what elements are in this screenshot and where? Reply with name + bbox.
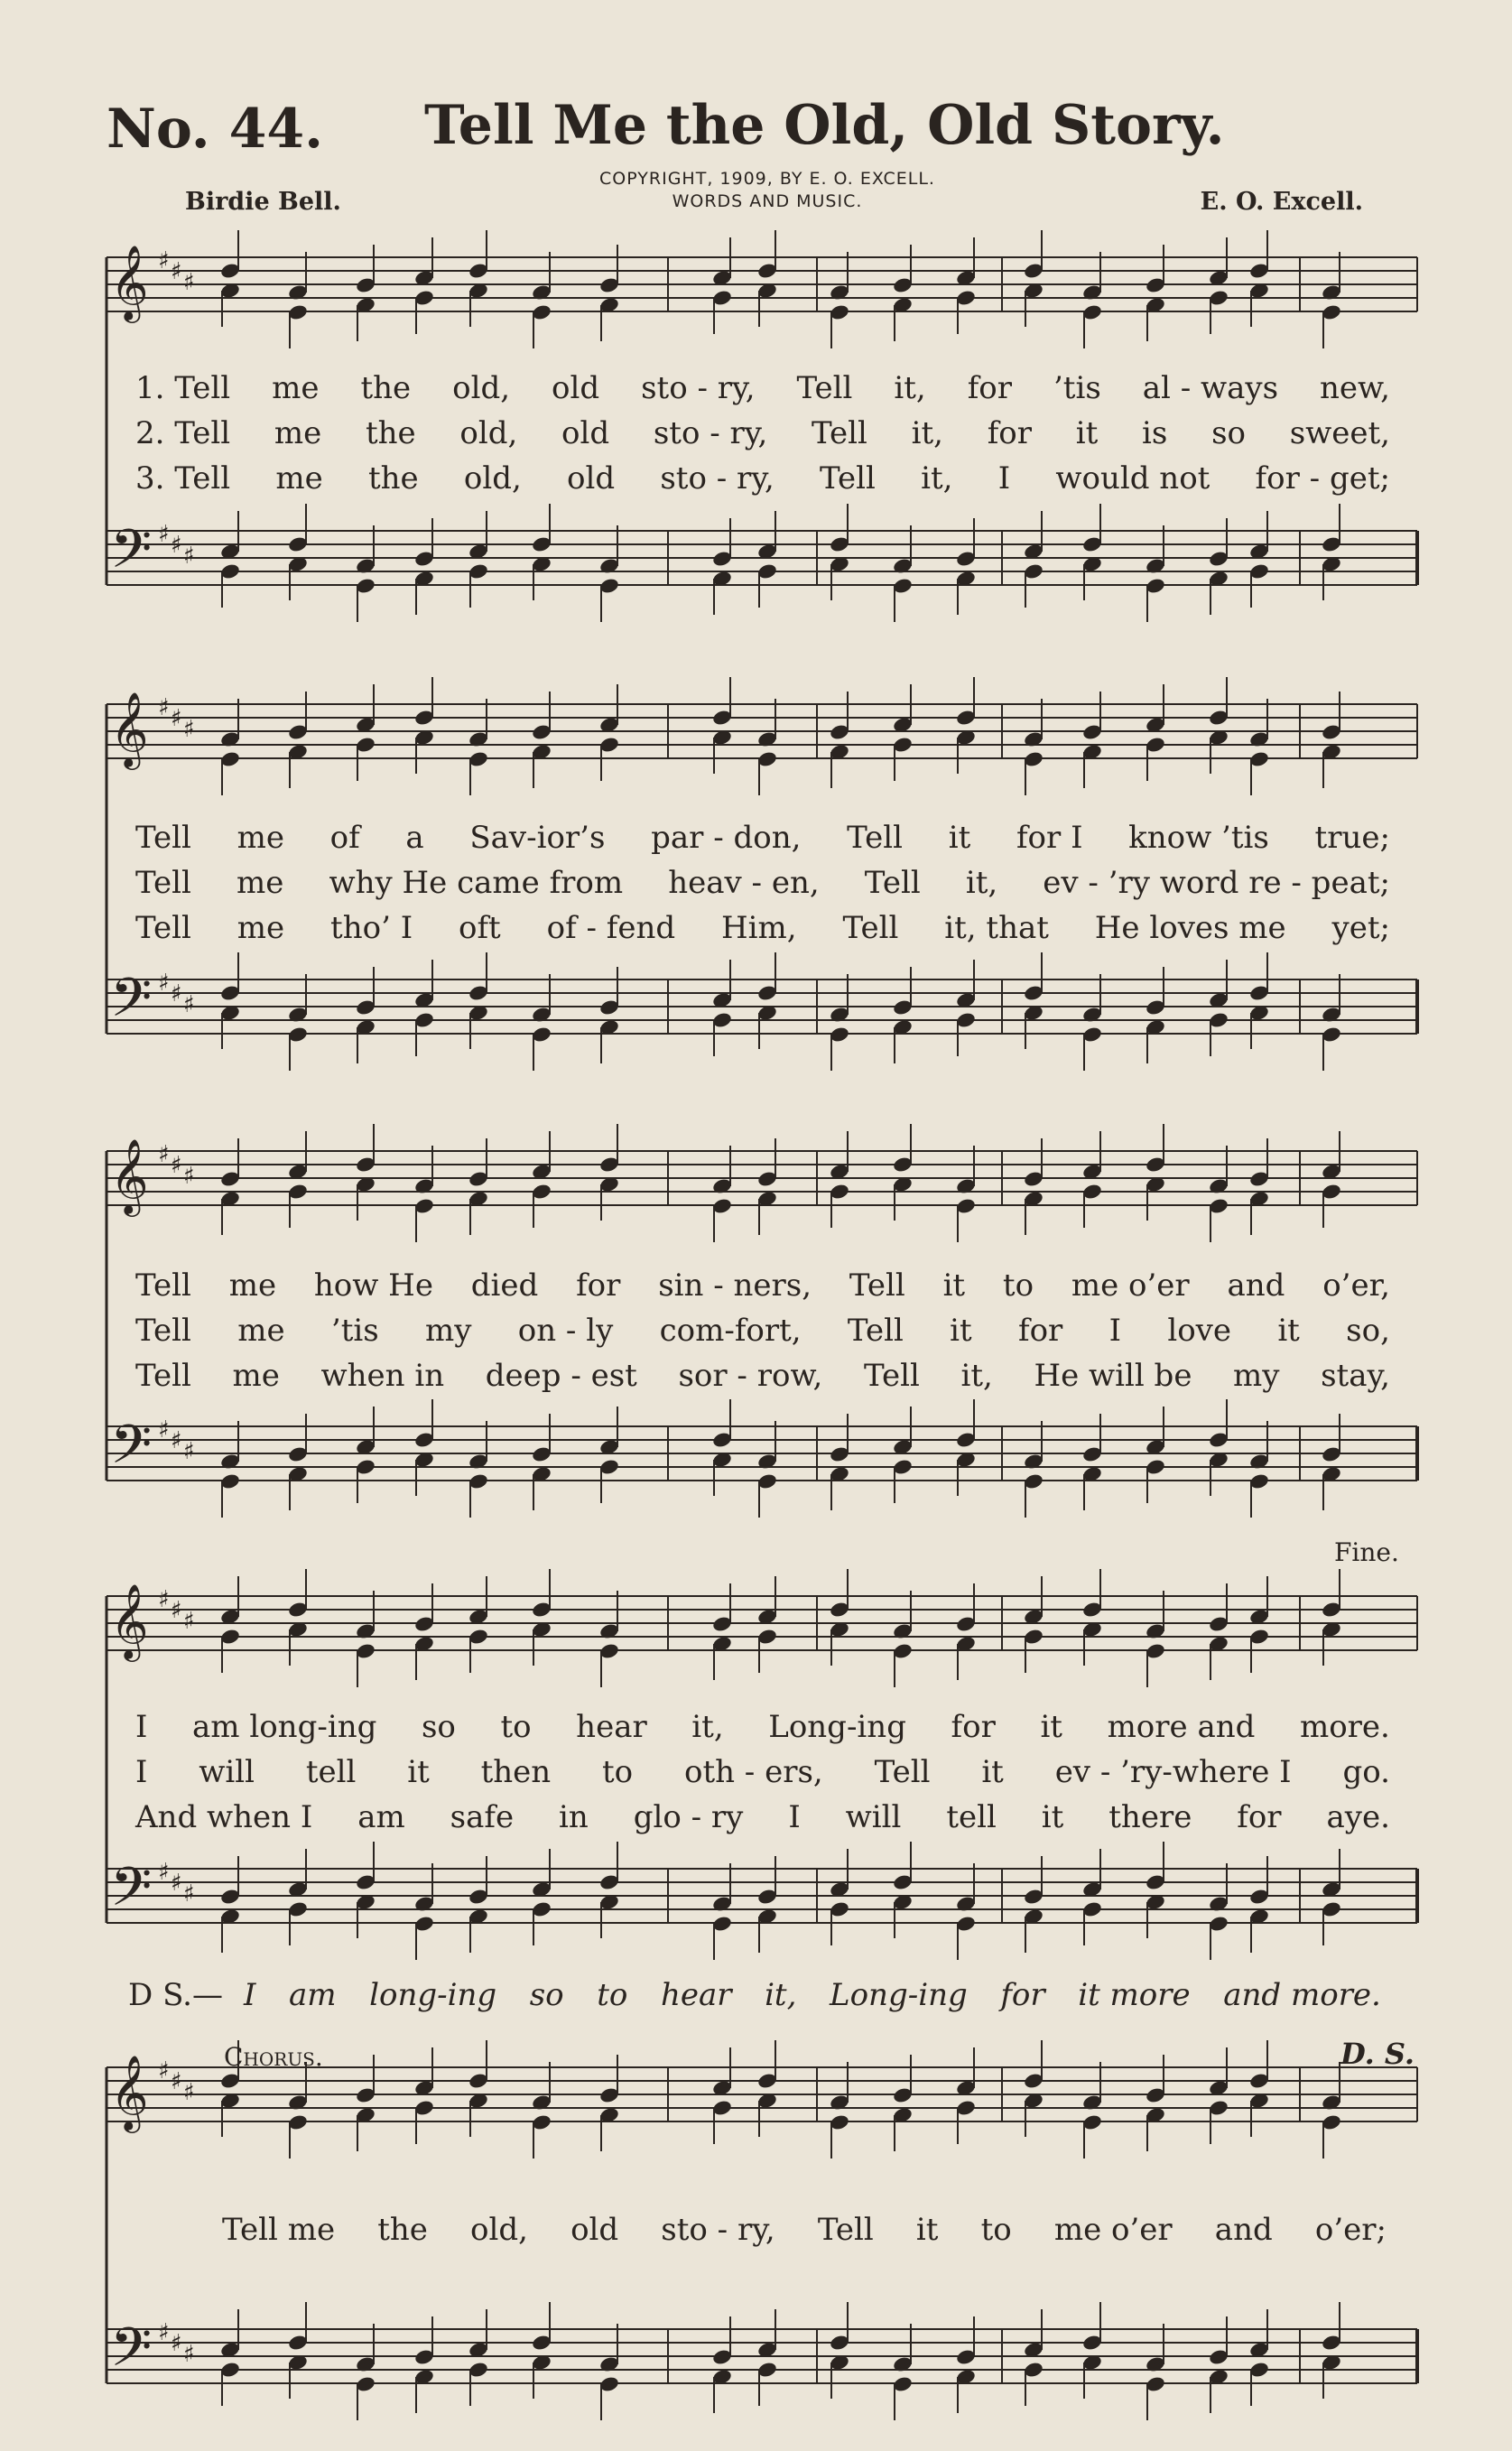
lyric-word: for - get; bbox=[1255, 460, 1390, 497]
lyric-word: to bbox=[980, 2212, 1012, 2248]
lyric-word: am long-ing bbox=[192, 1709, 377, 1745]
lyric-word: stay, bbox=[1321, 1358, 1390, 1394]
lyric-word: old, bbox=[452, 370, 511, 406]
lyric-word: and bbox=[1214, 2212, 1273, 2248]
lyric-word: and more. bbox=[1223, 1977, 1381, 2013]
lyric-word: Long-ing bbox=[768, 1709, 906, 1745]
sharp-icon: ♯ bbox=[158, 1416, 170, 1444]
lyric-word: Tell me bbox=[222, 2212, 336, 2248]
lyric-word: it bbox=[1041, 1799, 1064, 1835]
lyric-word: it more bbox=[1078, 1977, 1191, 2013]
lyric-word: in bbox=[559, 1799, 589, 1835]
lyric-word: a bbox=[405, 820, 424, 856]
lyric-word: I bbox=[244, 1977, 256, 2013]
lyric-word: it, bbox=[894, 370, 926, 406]
sharp-icon: ♯ bbox=[158, 694, 170, 721]
lyric-line bbox=[135, 820, 1390, 856]
bass-clef-icon: 𝄢 bbox=[110, 1413, 153, 1489]
lyric-word: Tell bbox=[135, 1313, 191, 1349]
bass-clef-icon: 𝄢 bbox=[110, 966, 153, 1042]
lyric-line bbox=[135, 1313, 1390, 1349]
lyric-word: the bbox=[377, 2212, 428, 2248]
lyric-line bbox=[135, 1754, 1390, 1790]
copyright-notice: COPYRIGHT, 1909, BY E. O. EXCELL. bbox=[599, 169, 935, 189]
lyric-word: go. bbox=[1342, 1754, 1390, 1790]
lyric-word: for bbox=[576, 1267, 621, 1304]
lyric-word: it bbox=[948, 820, 971, 856]
lyric-line bbox=[135, 865, 1390, 901]
lyric-word: o’er, bbox=[1322, 1267, 1390, 1304]
lyric-word: ’tis bbox=[330, 1313, 379, 1349]
lyric-word: it bbox=[1040, 1709, 1062, 1745]
lyric-word: safe bbox=[450, 1799, 515, 1835]
sharp-icon: ♯ bbox=[158, 970, 170, 997]
lyric-word: Tell bbox=[135, 820, 191, 856]
hymn-number: No. 44. bbox=[107, 97, 323, 161]
lyric-word: I bbox=[135, 1754, 148, 1790]
lyric-word: the bbox=[360, 370, 412, 406]
composer-credit: E. O. Excell. bbox=[1200, 188, 1363, 216]
lyric-word: would not bbox=[1055, 460, 1211, 497]
lyric-word: to bbox=[602, 1754, 634, 1790]
lyric-word: Sav-ior’s bbox=[469, 820, 606, 856]
lyric-word: why He came from bbox=[329, 865, 624, 901]
bass-clef-icon: 𝄢 bbox=[110, 1855, 153, 1931]
lyric-word: to bbox=[597, 1977, 628, 2013]
lyric-word: aye. bbox=[1326, 1799, 1390, 1835]
lyric-word: will bbox=[199, 1754, 255, 1790]
lyric-word: He loves me bbox=[1094, 910, 1286, 946]
lyric-word: is bbox=[1142, 415, 1168, 451]
lyric-word: I bbox=[997, 460, 1011, 497]
lyric-word: Long-ing bbox=[830, 1977, 968, 2013]
lyric-line bbox=[135, 1799, 1390, 1835]
lyric-word: it bbox=[942, 1267, 966, 1304]
ds-prefix: D S.— bbox=[128, 1977, 223, 2013]
lyric-word: me o’er bbox=[1053, 2212, 1173, 2248]
sharp-icon: ♯ bbox=[183, 1608, 195, 1635]
treble-clef-icon: 𝄞 bbox=[110, 244, 149, 320]
lyric-word: par - don, bbox=[651, 820, 802, 856]
lyric-word: hear bbox=[660, 1977, 732, 2013]
lyric-word: it bbox=[950, 1313, 972, 1349]
lyric-word: it bbox=[407, 1754, 430, 1790]
lyric-word: for bbox=[1000, 1977, 1045, 2013]
lyric-word: of - fend bbox=[546, 910, 676, 946]
lyric-word: know ’tis bbox=[1128, 820, 1269, 856]
lyric-line bbox=[135, 1267, 1390, 1304]
lyric-word: Tell bbox=[874, 1754, 931, 1790]
lyric-word: it bbox=[1277, 1313, 1300, 1349]
lyric-word: me bbox=[237, 865, 284, 901]
lyric-word: Tell bbox=[847, 820, 904, 856]
lyric-word: love bbox=[1167, 1313, 1232, 1349]
treble-clef-icon: 𝄞 bbox=[110, 2054, 149, 2130]
lyric-word: so, bbox=[1346, 1313, 1390, 1349]
sharp-icon: ♯ bbox=[183, 716, 195, 743]
lyric-word: al - ways bbox=[1142, 370, 1279, 406]
lyric-word: Tell bbox=[135, 910, 191, 946]
lyric-line-ds bbox=[244, 1977, 1381, 2013]
lyric-word: old, bbox=[459, 415, 518, 451]
lyric-word: He will be bbox=[1034, 1358, 1192, 1394]
lyric-word: for bbox=[1017, 1313, 1063, 1349]
sharp-icon: ♯ bbox=[171, 2068, 182, 2095]
lyric-word: it, bbox=[765, 1977, 797, 2013]
sharp-icon: ♯ bbox=[158, 247, 170, 274]
lyric-word: for bbox=[1237, 1799, 1282, 1835]
lyric-word: I bbox=[1108, 1313, 1122, 1349]
lyric-word: oth - ers, bbox=[683, 1754, 823, 1790]
lyric-word: me bbox=[237, 910, 285, 946]
lyric-line bbox=[135, 910, 1390, 946]
lyric-word: it bbox=[1075, 415, 1099, 451]
lyric-word: and bbox=[1227, 1267, 1285, 1304]
lyric-word: so bbox=[1211, 415, 1246, 451]
sharp-icon: ♯ bbox=[171, 258, 182, 285]
lyric-word: Tell bbox=[820, 460, 876, 497]
lyric-word: me bbox=[272, 370, 320, 406]
sharp-icon: ♯ bbox=[158, 521, 170, 548]
lyric-word: me o’er bbox=[1071, 1267, 1190, 1304]
lyric-word: Tell bbox=[135, 1267, 191, 1304]
lyric-word: heav - en, bbox=[668, 865, 820, 901]
lyric-word: old, bbox=[470, 2212, 528, 2248]
bass-clef-icon: 𝄢 bbox=[110, 2316, 153, 2391]
lyric-word: me bbox=[274, 415, 322, 451]
lyric-word: yet; bbox=[1331, 910, 1390, 946]
lyric-word: ev - ’ry word re - peat; bbox=[1043, 865, 1390, 901]
lyric-word: sto - ry, bbox=[653, 415, 768, 451]
lyric-word: sor - row, bbox=[678, 1358, 823, 1394]
lyric-word: new, bbox=[1320, 370, 1390, 406]
sharp-icon: ♯ bbox=[183, 269, 195, 296]
lyric-word: sto - ry, bbox=[641, 370, 756, 406]
sharp-icon: ♯ bbox=[158, 1859, 170, 1886]
sharp-icon: ♯ bbox=[183, 991, 195, 1018]
lyric-word: old bbox=[561, 415, 610, 451]
sharp-icon: ♯ bbox=[183, 2079, 195, 2106]
sharp-icon: ♯ bbox=[158, 2057, 170, 2084]
lyric-word: it, that bbox=[944, 910, 1049, 946]
lyric-line bbox=[135, 460, 1390, 497]
lyric-word: the bbox=[367, 460, 419, 497]
sharp-icon: ♯ bbox=[183, 1438, 195, 1465]
lyric-word: of bbox=[329, 820, 360, 856]
lyric-line bbox=[135, 1709, 1390, 1745]
lyricist-credit: Birdie Bell. bbox=[185, 188, 341, 216]
lyric-word: will bbox=[845, 1799, 902, 1835]
lyric-word: tho’ I bbox=[330, 910, 413, 946]
lyric-word: 1. Tell bbox=[135, 370, 231, 406]
lyric-word: died bbox=[470, 1267, 539, 1304]
lyric-word: it bbox=[981, 1754, 1004, 1790]
lyric-word: it bbox=[915, 2212, 939, 2248]
sharp-icon: ♯ bbox=[171, 1870, 182, 1897]
sharp-icon: ♯ bbox=[183, 1163, 195, 1190]
lyric-word: Tell bbox=[796, 370, 853, 406]
lyric-word: deep - est bbox=[485, 1358, 637, 1394]
lyric-word: ev - ’ry-where I bbox=[1054, 1754, 1292, 1790]
lyric-word: it, bbox=[921, 460, 953, 497]
lyric-word: sin - ners, bbox=[658, 1267, 812, 1304]
lyric-word: it, bbox=[691, 1709, 724, 1745]
lyric-word: tell bbox=[946, 1799, 997, 1835]
lyric-word: sweet, bbox=[1289, 415, 1390, 451]
lyric-line-chorus bbox=[222, 2212, 1387, 2248]
lyric-word: it, bbox=[965, 865, 998, 901]
lyric-word: then bbox=[480, 1754, 552, 1790]
lyric-word: Him, bbox=[721, 910, 797, 946]
lyric-line bbox=[135, 1358, 1390, 1394]
lyric-word: how He bbox=[313, 1267, 433, 1304]
lyric-word: Tell bbox=[864, 865, 921, 901]
lyric-word: the bbox=[365, 415, 416, 451]
lyric-word: so bbox=[529, 1977, 564, 2013]
sharp-icon: ♯ bbox=[158, 1586, 170, 1613]
lyric-word: Tell bbox=[135, 865, 191, 901]
lyric-word: old bbox=[570, 2212, 619, 2248]
lyric-word: I bbox=[788, 1799, 801, 1835]
lyric-word: glo - ry bbox=[633, 1799, 744, 1835]
sharp-icon: ♯ bbox=[171, 1427, 182, 1454]
sharp-icon: ♯ bbox=[183, 2341, 195, 2368]
lyric-line bbox=[135, 370, 1390, 406]
treble-clef-icon: 𝄞 bbox=[110, 1137, 149, 1213]
lyric-word: Tell bbox=[135, 1358, 191, 1394]
lyric-word: oft bbox=[459, 910, 501, 946]
lyric-word: for bbox=[987, 415, 1033, 451]
lyric-word: old bbox=[567, 460, 616, 497]
lyric-word: so bbox=[421, 1709, 456, 1745]
sharp-icon: ♯ bbox=[158, 1141, 170, 1168]
lyric-word: hear bbox=[576, 1709, 647, 1745]
lyric-line bbox=[135, 415, 1390, 451]
lyric-word: for I bbox=[1016, 820, 1083, 856]
lyric-word: me bbox=[232, 1358, 280, 1394]
bass-clef-icon: 𝄢 bbox=[110, 517, 153, 593]
lyric-word: Tell bbox=[849, 1267, 905, 1304]
sharp-icon: ♯ bbox=[183, 1880, 195, 1908]
lyric-word: when in bbox=[320, 1358, 445, 1394]
lyric-word: long-ing bbox=[369, 1977, 497, 2013]
lyric-word: my bbox=[424, 1313, 472, 1349]
lyric-word: to bbox=[500, 1709, 532, 1745]
sharp-icon: ♯ bbox=[158, 2319, 170, 2346]
fine-marking: Fine. bbox=[1334, 1537, 1399, 1567]
lyric-word: my bbox=[1233, 1358, 1280, 1394]
lyric-word: there bbox=[1108, 1799, 1192, 1835]
lyric-word: Tell bbox=[817, 2212, 874, 2248]
lyric-word: for bbox=[951, 1709, 996, 1745]
lyric-word: to bbox=[1002, 1267, 1034, 1304]
lyric-word: I bbox=[135, 1709, 148, 1745]
lyric-word: me bbox=[275, 460, 323, 497]
treble-clef-icon: 𝄞 bbox=[110, 691, 149, 766]
sharp-icon: ♯ bbox=[171, 1597, 182, 1624]
lyric-word: me bbox=[237, 820, 284, 856]
lyric-word: am bbox=[357, 1799, 405, 1835]
lyric-word: 2. Tell bbox=[135, 415, 231, 451]
lyric-word: me bbox=[228, 1267, 277, 1304]
lyric-word: sto - ry, bbox=[661, 2212, 775, 2248]
treble-clef-icon: 𝄞 bbox=[110, 1583, 149, 1658]
sharp-icon: ♯ bbox=[171, 980, 182, 1007]
lyric-word: And when I bbox=[135, 1799, 313, 1835]
lyric-word: me bbox=[237, 1313, 285, 1349]
sharp-icon: ♯ bbox=[171, 2330, 182, 2357]
lyric-word: it, bbox=[911, 415, 943, 451]
sharp-icon: ♯ bbox=[183, 543, 195, 570]
lyric-word: Tell bbox=[812, 415, 867, 451]
lyric-word: Tell bbox=[842, 910, 899, 946]
lyric-word: tell bbox=[305, 1754, 357, 1790]
sharp-icon: ♯ bbox=[171, 1152, 182, 1179]
lyric-word: on - ly bbox=[517, 1313, 614, 1349]
lyric-word: it, bbox=[960, 1358, 993, 1394]
hymn-title: Tell Me the Old, Old Story. bbox=[424, 94, 1225, 157]
lyric-word: true; bbox=[1314, 820, 1390, 856]
lyric-word: for bbox=[967, 370, 1013, 406]
lyric-word: o’er; bbox=[1314, 2212, 1387, 2248]
lyric-word: old bbox=[552, 370, 600, 406]
lyric-word: Tell bbox=[847, 1313, 904, 1349]
lyric-word: Tell bbox=[863, 1358, 920, 1394]
sharp-icon: ♯ bbox=[171, 532, 182, 559]
lyric-word: ’tis bbox=[1053, 370, 1101, 406]
words-and-music-note: WORDS AND MUSIC. bbox=[672, 191, 863, 211]
lyric-word: old, bbox=[463, 460, 522, 497]
chorus-marking: Chorus. bbox=[224, 2042, 323, 2072]
lyric-word: sto - ry, bbox=[660, 460, 775, 497]
lyric-word: more. bbox=[1299, 1709, 1390, 1745]
lyric-word: am bbox=[289, 1977, 337, 2013]
sharp-icon: ♯ bbox=[171, 705, 182, 732]
lyric-word: 3. Tell bbox=[135, 460, 231, 497]
lyric-word: com-fort, bbox=[659, 1313, 802, 1349]
ds-marking: D. S. bbox=[1340, 2037, 1415, 2071]
lyric-word: more and bbox=[1107, 1709, 1256, 1745]
